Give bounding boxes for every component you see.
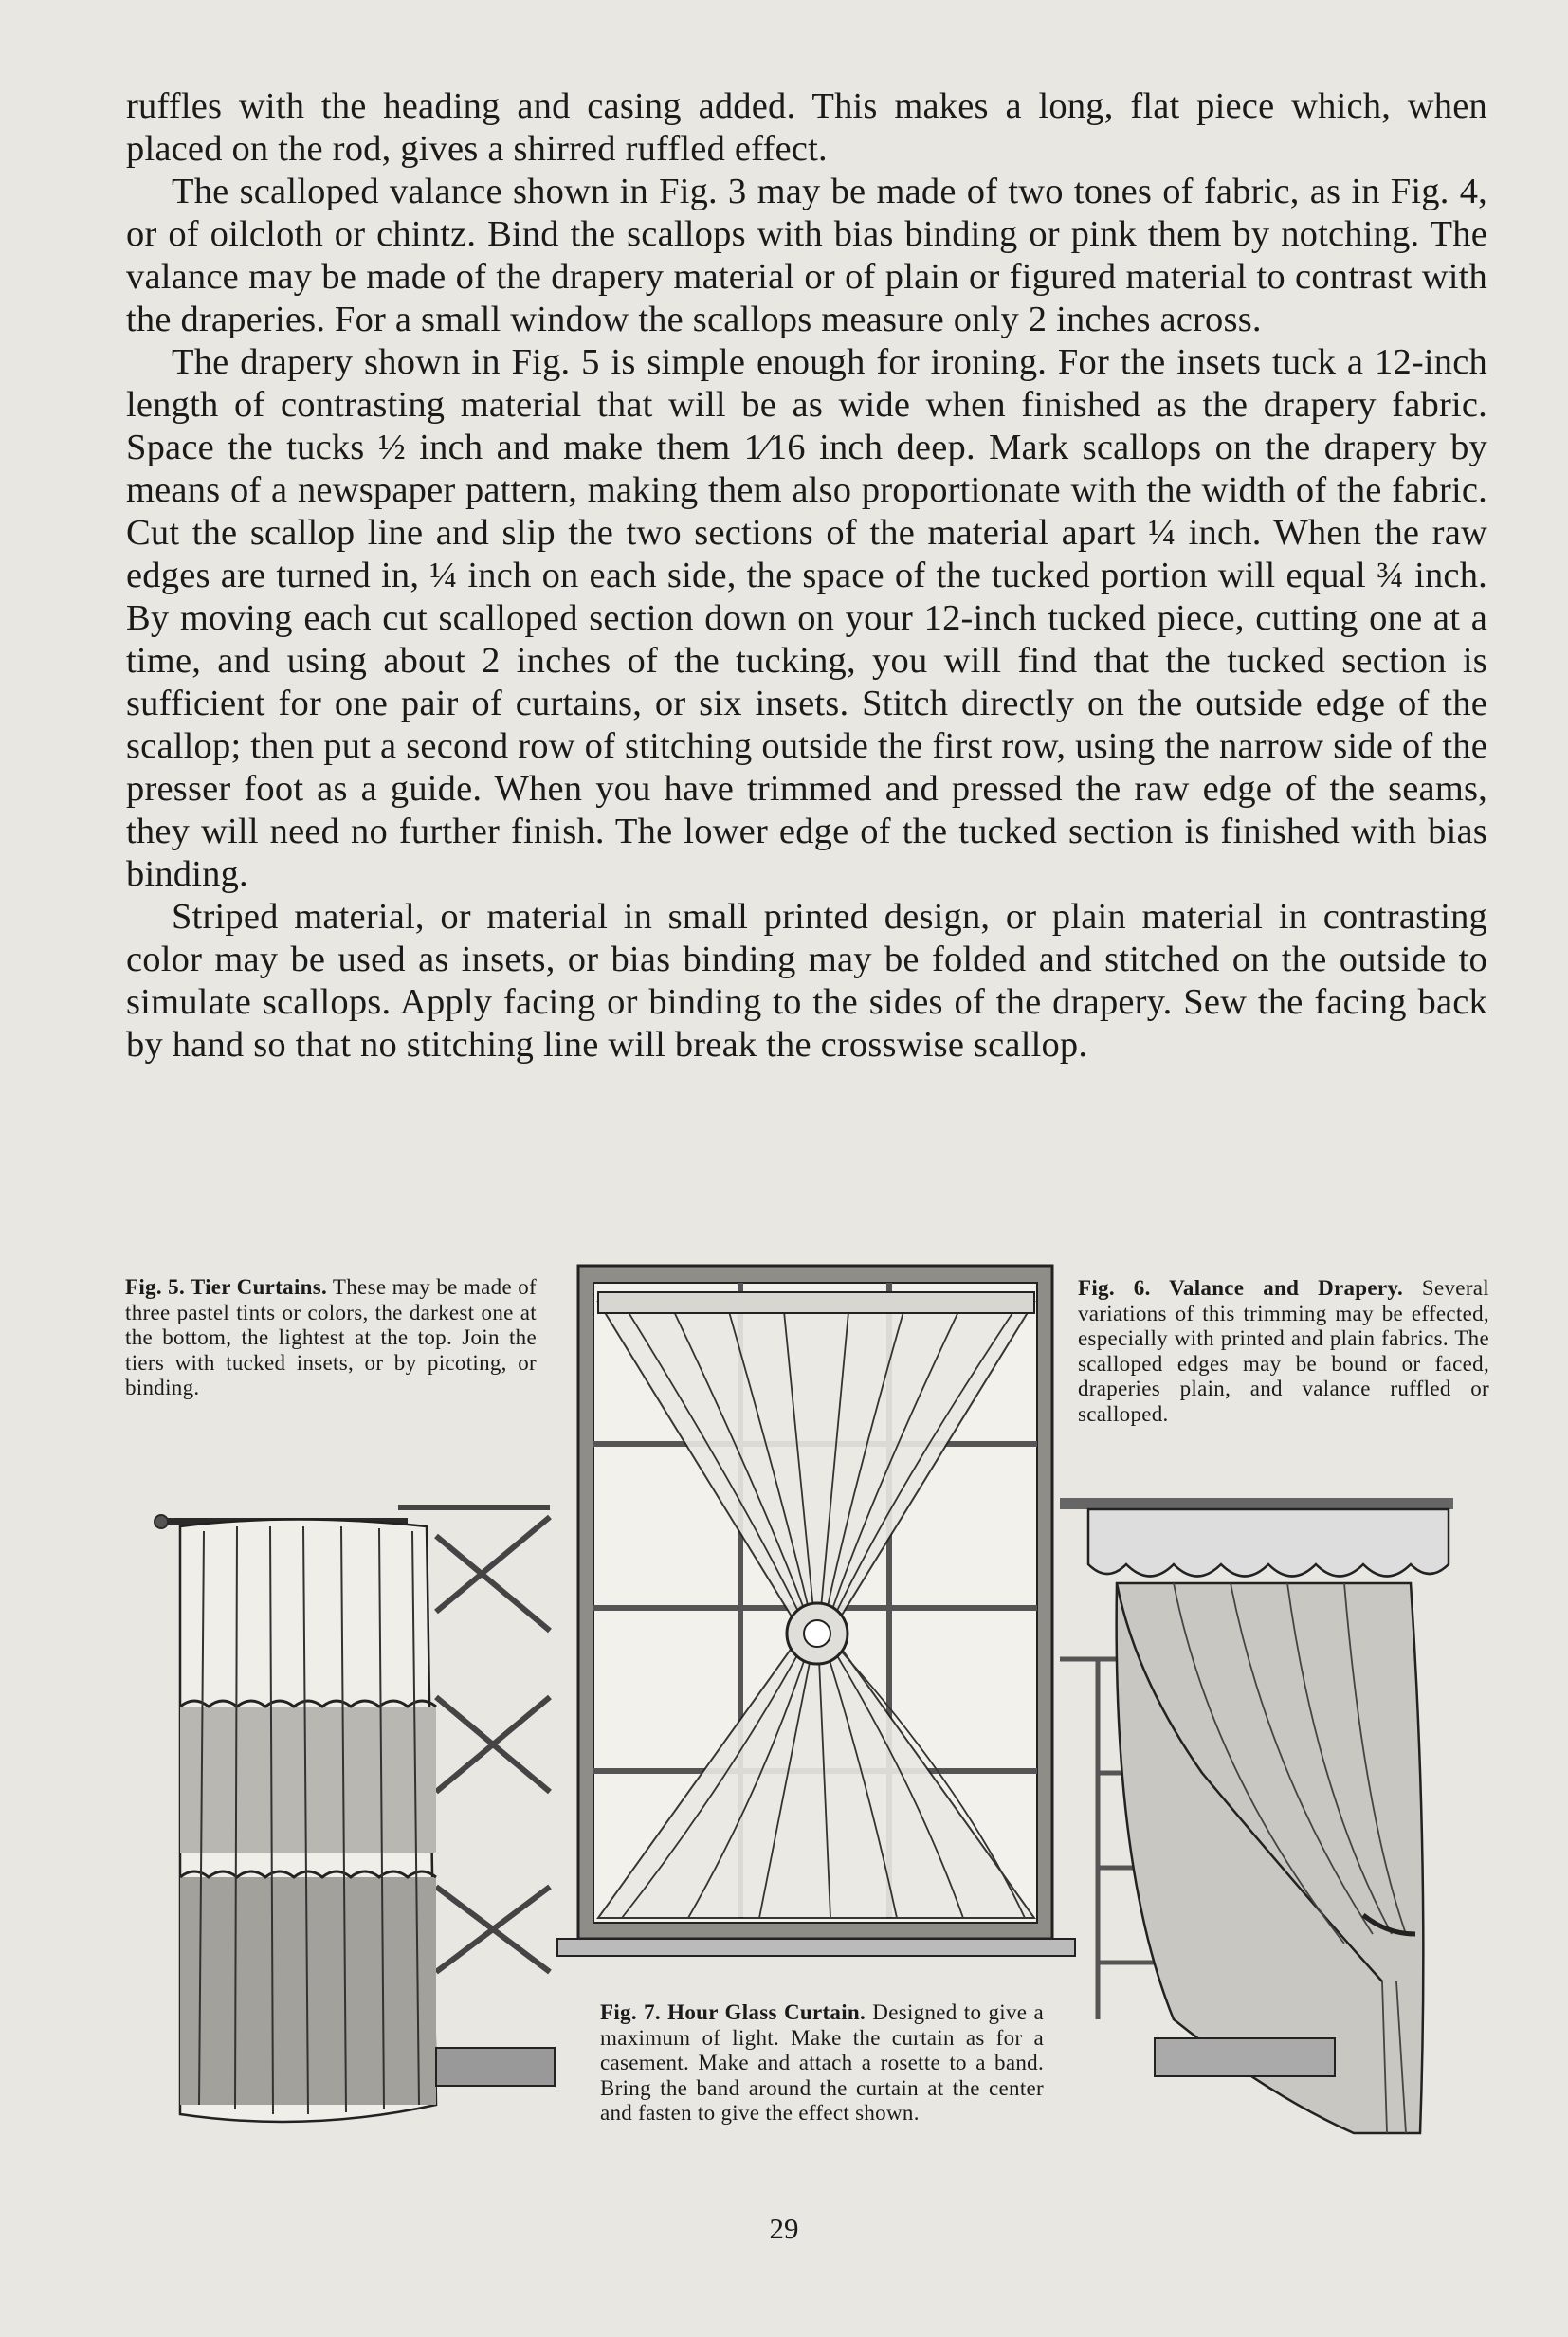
fig6-caption-title: Fig. 6. Valance and Drapery. (1078, 1276, 1403, 1300)
fig5-caption-title: Fig. 5. Tier Curtains. (125, 1275, 328, 1299)
fig5-caption (125, 1275, 537, 1401)
paragraph-1: ruffles with the heading and casing added. This makes a long, flat piece which, when placed on the rod, gives a shirred ruffled effect. (126, 86, 1487, 169)
fig6-caption (1078, 1276, 1489, 1427)
fig7-caption-text: Designed to give a maximum of light. Make the curtain as for a casement. Make and attach a rosette to a band. Bring the band around the curtain at the center and fasten to give the effect shown. (600, 2000, 1044, 2125)
paragraph-4: Striped material, or material in small printed design, or plain material in contrasting color may be used as insets, or bias binding may be folded and stitched on the outside to simulate scallops. Apply facing or binding to the sides of the drapery. Sew the facing back by hand so that no stitching line will break the crosswise scallop. (126, 897, 1487, 1065)
tier-curtains-illustration (152, 1479, 559, 2133)
paragraph-3: The drapery shown in Fig. 5 is simple enough for ironing. For the insets tuck a 12-inch length of contrasting material that will be as wide when finished as the drapery fabric. Space the tucks ½ inch and make them 1⁄16 inch deep. Mark scallops on the drapery by means of a newspaper pattern, making them also proportionate with the width of the fabric. Cut the scallop line and slip the two sections of the material apart ¼ inch. When the raw edges are turned in, ¼ inch on each side, the space of the tucked portion will equal ¾ inch. By moving each cut scalloped section down on your 12-inch tucked piece, cutting one at a time, and using about 2 inches of the tucking, you will find that the tucked section is sufficient for one pair of curtains, or six insets. Stitch directly on the outside edge of the scallop; then put a second row of stitching outside the first row, using the narrow side of the presser foot as a guide. When you have trimmed and pressed the raw edge of the seams, they will need no further finish. The lower edge of the tucked section is finished with bias binding. (126, 342, 1487, 894)
fig6-caption-text: Several variations of this trimming may be effected, especially with printed and plain fabrics. The scalloped edges may be bound or faced, draperies plain, and valance ruffled or scalloped. (1078, 1276, 1489, 1426)
valance-drapery-illustration (1060, 1488, 1463, 2152)
body-text (126, 85, 1487, 1067)
page-number: 29 (769, 2212, 799, 2245)
hour-glass-curtain-illustration (556, 1264, 1077, 1961)
fig7-caption-title: Fig. 7. Hour Glass Curtain. (600, 2000, 866, 2024)
fig5-caption-text: These may be made of three pastel tints or colors, the darkest one at the bottom, the lightest at the top. Join the tiers with tucked insets, or by picoting, or binding. (125, 1275, 538, 1399)
fig7-caption (600, 2000, 1044, 2127)
paragraph-2: The scalloped valance shown in Fig. 3 may be made of two tones of fabric, as in Fig. 4, or of oilcloth or chintz. Bind the scallops with bias binding or pink them by notching. The valance may be made of the drapery material or of plain or figured material to contrast with the draperies. For a small window the scallops measure only 2 inches across. (126, 172, 1487, 339)
